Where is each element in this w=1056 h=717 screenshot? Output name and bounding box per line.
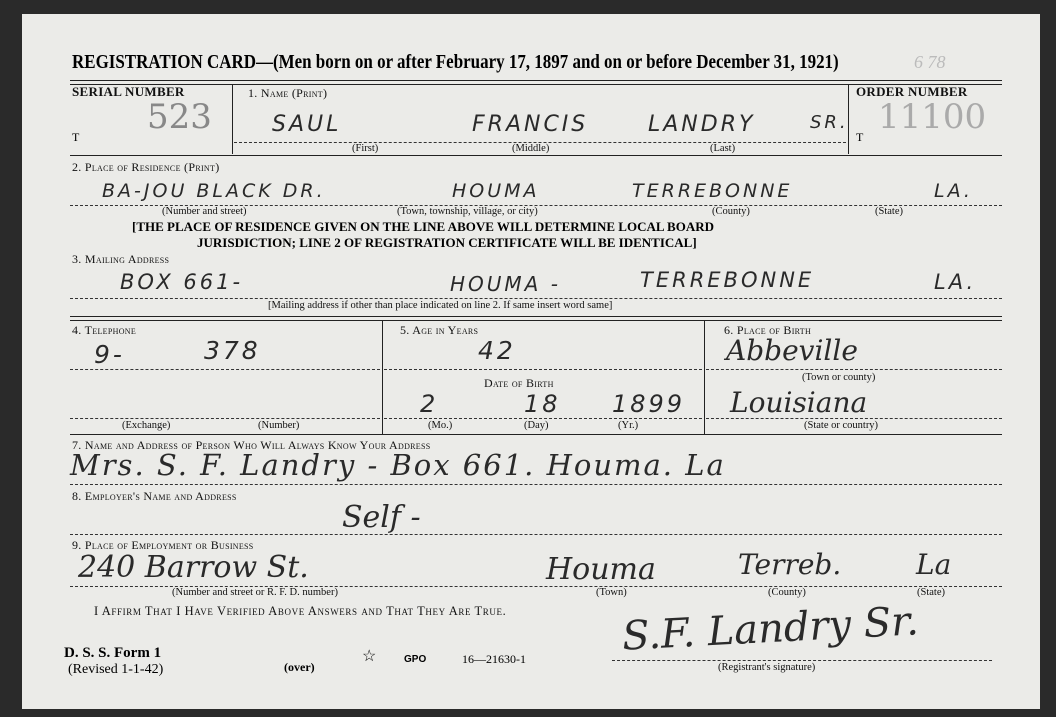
age-value: 42 — [478, 336, 516, 365]
contact-person-label: 7. Name and Address of Person Who Will Always Know Your Address — [72, 438, 431, 452]
signature-caption: (Registrant's signature) — [718, 662, 816, 673]
dob-day: 18 — [524, 390, 561, 418]
residence-caption-street: (Number and street) — [162, 206, 247, 217]
telephone-caption-number: (Number) — [258, 420, 300, 431]
contact-person-value: Mrs. S. F. Landry - Box 661. Houma. La — [70, 448, 726, 482]
dob-caption-day: (Day) — [524, 420, 549, 431]
name-label: 1. Name (Print) — [248, 86, 328, 100]
name-suffix: SR. — [810, 112, 849, 133]
telephone-label: 4. Telephone — [72, 323, 137, 337]
card-title: REGISTRATION CARD—(Men born on or after February 17, 1897 and on or before December 31, 1921) — [72, 52, 839, 73]
residence-county: TERREBONNE — [632, 180, 793, 202]
residence-caption-county: (County) — [712, 206, 750, 217]
dob-caption-month: (Mo.) — [428, 420, 453, 431]
name-caption-last: (Last) — [710, 143, 736, 154]
date-of-birth-label: Date of Birth — [484, 376, 554, 390]
employment-caption-county: (County) — [768, 587, 806, 598]
mailing-town: HOUMA - — [450, 272, 561, 296]
affirmation-text: I Affirm That I Have Verified Above Answers and That They Are True. — [94, 604, 507, 618]
name-caption-first: (First) — [352, 143, 379, 154]
employment-caption-street: (Number and street or R. F. D. number) — [172, 587, 338, 598]
mailing-state: LA. — [934, 270, 977, 294]
age-label: 5. Age in Years — [400, 323, 479, 337]
telephone-caption-exchange: (Exchange) — [122, 420, 171, 431]
gpo-number: 16—21630-1 — [462, 652, 526, 666]
employment-county: Terreb. — [738, 548, 842, 581]
residence-caption-state: (State) — [875, 206, 903, 217]
order-prefix: T — [856, 130, 864, 144]
residence-notice-line-2: JURISDICTION; LINE 2 OF REGISTRATION CERTIFICATE WILL BE IDENTICAL] — [197, 235, 697, 250]
mailing-note: [Mailing address if other than place indicated on line 2. If same insert word same] — [268, 300, 613, 311]
employment-label: 9. Place of Employment or Business — [72, 538, 254, 552]
employer-value: Self - — [342, 500, 421, 535]
employer-label: 8. Employer's Name and Address — [72, 489, 237, 503]
birthplace-state: Louisiana — [730, 386, 868, 419]
dob-caption-year: (Yr.) — [618, 420, 639, 431]
employment-street: 240 Barrow St. — [78, 550, 309, 585]
form-name: D. S. S. Form 1 — [64, 645, 162, 661]
birthplace-label: 6. Place of Birth — [724, 323, 812, 337]
serial-number-value: 523 — [147, 97, 212, 137]
dob-year: 1899 — [612, 390, 686, 418]
residence-caption-town: (Town, township, village, or city) — [397, 206, 538, 217]
employment-caption-state: (State) — [917, 587, 945, 598]
order-number-label: ORDER NUMBER — [856, 84, 968, 99]
telephone-exchange: 9- — [94, 340, 125, 369]
residence-state: LA. — [934, 180, 973, 202]
corner-note: 6 78 — [914, 52, 946, 72]
residence-street: BA-JOU BLACK DR. — [102, 180, 326, 202]
star-icon: ☆ — [362, 648, 377, 665]
birthplace-caption-state: (State or country) — [804, 420, 879, 431]
registrant-signature: S.F. Landry Sr. — [620, 598, 920, 660]
over-note: (over) — [284, 660, 315, 674]
employment-caption-town: (Town) — [596, 587, 627, 598]
residence-label: 2. Place of Residence (Print) — [72, 160, 220, 174]
name-middle: FRANCIS — [472, 112, 589, 137]
residence-town: HOUMA — [452, 180, 540, 202]
mailing-county: TERREBONNE — [640, 268, 815, 292]
name-caption-middle: (Middle) — [512, 143, 550, 154]
telephone-number: 378 — [204, 336, 261, 365]
order-number-value: 11100 — [878, 97, 987, 137]
mailing-address-label: 3. Mailing Address — [72, 252, 170, 266]
birthplace-town: Abbeville — [726, 334, 858, 367]
mailing-box: BOX 661- — [120, 270, 244, 294]
residence-notice-line-1: [THE PLACE OF RESIDENCE GIVEN ON THE LINE ABOVE WILL DETERMINE LOCAL BOARD — [132, 219, 714, 234]
serial-prefix: T — [72, 130, 80, 144]
birthplace-caption-town: (Town or county) — [802, 372, 876, 383]
name-first: SAUL — [272, 112, 342, 137]
form-revised: (Revised 1-1-42) — [68, 662, 164, 677]
name-last: LANDRY — [648, 112, 756, 137]
gpo-mark: GPO — [404, 654, 427, 665]
employment-state: La — [916, 548, 952, 581]
employment-town: Houma — [546, 552, 656, 587]
serial-number-label: SERIAL NUMBER — [72, 84, 185, 99]
dob-month: 2 — [420, 390, 439, 418]
registration-card — [22, 14, 1040, 709]
